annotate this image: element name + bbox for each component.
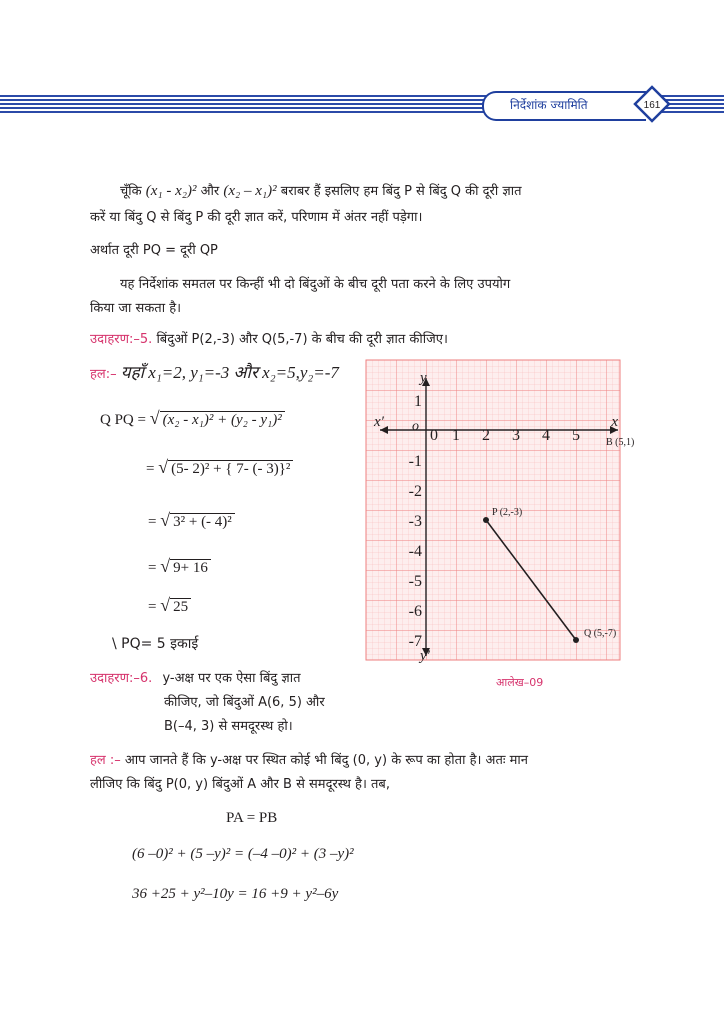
solution5-step5: = √ 25 [148, 595, 191, 616]
y-tick-label: -2 [408, 483, 422, 500]
para2: अर्थात दूरी PQ = दूरी QP [90, 243, 218, 258]
example5 [90, 327, 610, 353]
solution5-result: \ PQ= 5 इकाई [112, 636, 199, 652]
example5-label: उदाहरण:–5. [90, 332, 153, 347]
x-prime-label: x′ [374, 414, 384, 430]
solution6-line1: हल :– आप जानते हैं कि y-अक्ष पर स्थित कोई भी बिंदु (0, y) के रूप का होता है। अतः मान [90, 753, 529, 768]
y-tick-label: -6 [408, 603, 422, 620]
y-tick-label: 1 [414, 393, 422, 410]
example6-line2: कीजिए, जो बिंदुओं A(6, 5) और [164, 695, 325, 710]
coordinate-graph [366, 360, 635, 664]
x-tick-label: 4 [542, 427, 550, 444]
y-prime-label: y′ [420, 648, 430, 664]
chapter-title: निर्देशांक ज्यामिति [510, 98, 588, 112]
solution5-step1: Q PQ = √ (x₂ - x₁)² + (y₂ - y₁)² [100, 408, 285, 429]
y-tick-label: -4 [408, 543, 422, 560]
y-tick-label: -5 [408, 573, 422, 590]
x-tick-label: 5 [572, 427, 580, 444]
para3-line1: यह निर्देशांक समतल पर किन्हीं भी दो बिंदुओं के बीच दूरी पता करने के लिए उपयोग [120, 277, 511, 292]
example6: उदाहरण:–6. y-अक्ष पर एक ऐसा बिंदु ज्ञात [90, 671, 301, 686]
solution6-eq1: PA = PB [226, 810, 278, 826]
example6-line3: B(–4, 3) से समदूरस्थ हो। [164, 719, 293, 734]
page-number-badge [634, 86, 670, 122]
para3-line2: किया जा सकता है। [90, 301, 182, 316]
y-tick-label: -1 [408, 453, 422, 470]
expr-a: (x₁ - x₂)² [145, 183, 197, 199]
point-b-label: B (5,1) [606, 437, 635, 448]
expr-b: (x₂ – x₁)² [223, 183, 277, 199]
x-axis-label: x [611, 414, 618, 430]
solution5-intro: हल:– यहाँ x₁=2, y₁=-3 और x₂=5,y₂=-7 [90, 363, 339, 382]
point-q [573, 637, 579, 643]
solution5-step3: = √ 3² + (- 4)² [148, 510, 235, 531]
example6-label: उदाहरण:–6. [90, 671, 153, 686]
para1-line2: करें या बिंदु Q से बिंदु P की दूरी ज्ञात करें, परिणाम में अंतर नहीं पड़ेगा। [90, 210, 423, 225]
para1-line1: चूँकि (x₁ - x₂)² और (x₂ – x₁)² बराबर हैं इसलिए हम बिंदु P से बिंदु Q की दूरी ज्ञात [120, 183, 522, 199]
y-tick-label: -7 [408, 633, 422, 650]
point-p-label: P (2,-3) [492, 507, 523, 518]
x-tick-label: 0 [430, 427, 438, 444]
solution5-step4: = √ 9+ 16 [148, 556, 211, 577]
solution6-eq3: 36 +25 + y²–10y = 16 +9 + y²–6y [132, 886, 339, 902]
solution5-step2: = √ (5- 2)² + { 7- (- 3)}² [146, 457, 293, 478]
example5-text: बिंदुओं P(2,-3) और Q(5,-7) के बीच की दूरी ज्ञात कीजिए। [156, 332, 448, 347]
y-tick-label: -3 [408, 513, 422, 530]
point-p [483, 517, 489, 523]
x-tick-label: 3 [512, 427, 520, 444]
point-q-label: Q (5,-7) [584, 628, 617, 639]
page-number: 161 [643, 100, 661, 111]
graph-caption: आलेख–09 [496, 676, 544, 689]
solution6-eq2: (6 –0)² + (5 –y)² = (–4 –0)² + (3 –y)² [132, 846, 354, 862]
x-tick-label: 2 [482, 427, 490, 444]
origin-label: o [412, 419, 419, 434]
y-axis-label: y [420, 370, 427, 386]
solution6-line2: लीजिए कि बिंदु P(0, y) बिंदुओं A और B से समदूरस्थ है। तब, [90, 777, 390, 792]
x-tick-label: 1 [452, 427, 460, 444]
